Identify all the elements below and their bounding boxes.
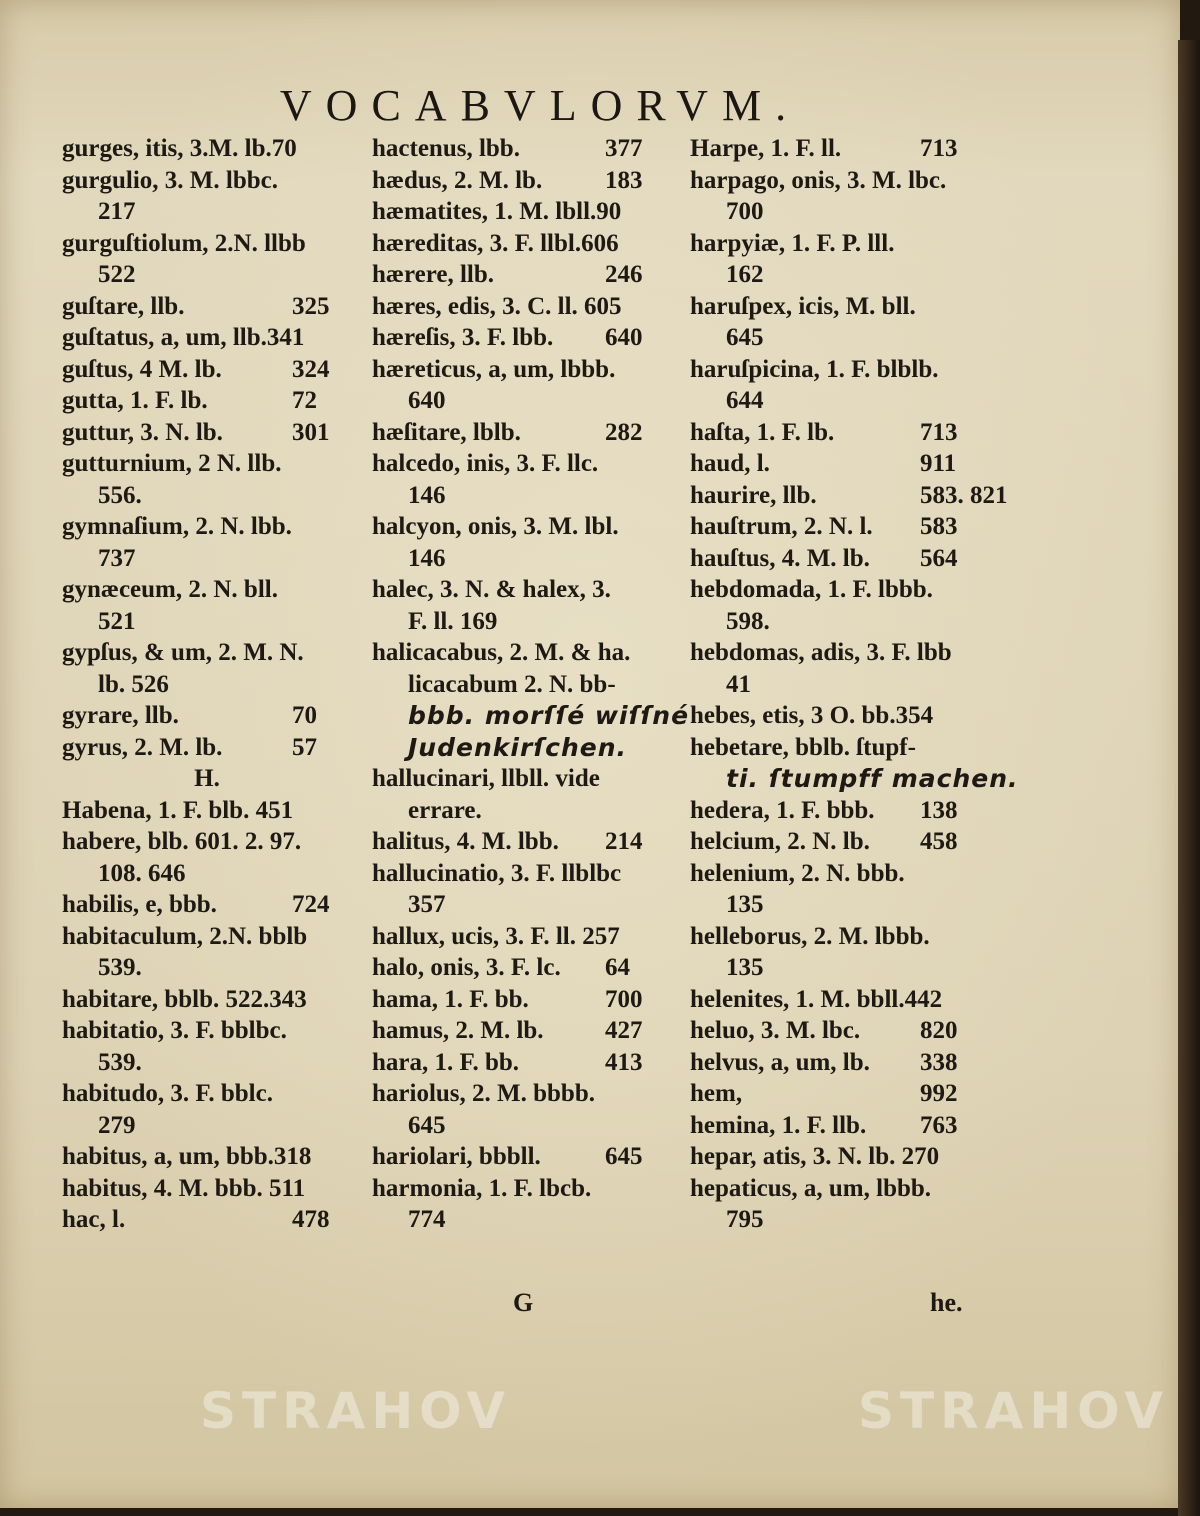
vocabulary-entry [690, 984, 980, 1016]
vocabulary-entry [690, 732, 980, 764]
entry-page-number: 64 [605, 954, 630, 981]
entry-text: gurgulio, 3. M. lbbc. [62, 166, 278, 194]
entry-text: hauſtus, 4. M. lb. [690, 544, 870, 572]
vocabulary-entry [690, 480, 1008, 512]
vocabulary-entry [690, 826, 980, 858]
entry-page-number: 645 [605, 1143, 643, 1170]
entry-text: hactenus, lbb. [372, 135, 520, 162]
entry-page-number: 138 [920, 796, 958, 824]
entry-text: errare. [408, 796, 482, 824]
vocabulary-entry [690, 322, 980, 354]
vocabulary-entry [690, 165, 980, 197]
vocabulary-entry [690, 448, 980, 480]
page-edge-shadow [1178, 40, 1200, 1516]
vocabulary-entry [62, 637, 352, 669]
entry-text: hæreditas, 3. F. llbl.606 [372, 229, 619, 257]
entry-text: hepaticus, a, um, lbbb. [690, 1174, 932, 1202]
vocabulary-entry [372, 543, 672, 575]
entry-text: 521 [98, 607, 136, 635]
entry-text: 644 [726, 387, 764, 414]
vocabulary-entry [372, 133, 672, 165]
vocabulary-entry [372, 637, 672, 669]
entry-text: bbb. morſſé wiſſné [408, 701, 690, 730]
entry-text: hauſtrum, 2. N. l. [690, 513, 873, 540]
vocabulary-entry [372, 165, 672, 197]
vocabulary-entry [372, 1047, 672, 1079]
entry-text: hædus, 2. M. lb. [372, 166, 543, 194]
entry-page-number: 724 [292, 891, 330, 918]
entry-text: hama, 1. F. bb. [372, 985, 529, 1013]
entry-text: 556. [98, 481, 142, 509]
vocabulary-entry [62, 165, 352, 197]
vocabulary-entry [690, 1047, 980, 1079]
entry-page-number: 564 [920, 544, 958, 572]
entry-text: habitaculum, 2.N. bblb [62, 922, 308, 950]
entry-page-number: 377 [605, 135, 643, 162]
entry-text: guſtare, llb. [62, 292, 185, 320]
vocabulary-entry [62, 1204, 352, 1236]
entry-page-number: 427 [605, 1017, 643, 1044]
vocabulary-entry [372, 732, 672, 764]
entry-text: habitudo, 3. F. bblc. [62, 1080, 273, 1107]
vocabulary-entry [372, 480, 672, 512]
vocabulary-entry [690, 133, 980, 165]
entry-page-number: 763 [920, 1111, 958, 1139]
vocabulary-entry [62, 228, 352, 260]
entry-text: gutturnium, 2 N. llb. [62, 450, 282, 477]
entry-text: habilis, e, bbb. [62, 891, 217, 918]
entry-text: halcedo, inis, 3. F. llc. [372, 450, 599, 477]
vocabulary-entry [372, 1015, 672, 1047]
vocabulary-entry [372, 669, 672, 701]
vocabulary-entry [372, 322, 672, 354]
entry-text: haruſpex, icis, M. bll. [690, 292, 916, 320]
entry-text: hæres, edis, 3. C. ll. 605 [372, 292, 622, 320]
vocabulary-entry [62, 606, 352, 638]
entry-text: heluo, 3. M. lbc. [690, 1017, 861, 1044]
entry-text: 41 [726, 670, 751, 698]
entry-text: 774 [408, 1206, 446, 1233]
entry-page-number: 325 [292, 292, 330, 320]
vocabulary-entry [372, 354, 672, 386]
vocabulary-entry [372, 291, 672, 323]
entry-text: hepar, atis, 3. N. lb. 270 [690, 1143, 940, 1170]
entry-page-number: 301 [292, 418, 330, 446]
entry-text: habitus, a, um, bbb.318 [62, 1143, 312, 1170]
vocabulary-entry [372, 763, 672, 795]
vocabulary-entry [690, 763, 1019, 795]
catchword: he. [930, 1288, 963, 1317]
vocabulary-entry [62, 1015, 352, 1047]
vocabulary-entry [372, 385, 672, 417]
vocabulary-entry [372, 984, 672, 1016]
vocabulary-entry [372, 1110, 672, 1142]
vocabulary-entry [690, 196, 980, 228]
entry-text: 217 [98, 198, 136, 225]
entry-page-number: 713 [920, 135, 958, 162]
vocabulary-entry [62, 511, 352, 543]
entry-text: haud, l. [690, 450, 770, 477]
vocabulary-entry [690, 606, 980, 638]
entry-text: gypſus, & um, 2. M. N. [62, 639, 304, 666]
entry-text: hebetare, bblb. ſtupf- [690, 733, 916, 761]
entry-text: halec, 3. N. & halex, 3. [372, 576, 611, 603]
entry-text: 135 [726, 891, 764, 918]
vocabulary-entry [62, 826, 352, 858]
vocabulary-entry [62, 921, 352, 953]
entry-text: helenium, 2. N. bbb. [690, 859, 905, 887]
vocabulary-entry [62, 448, 352, 480]
entry-page-number: 458 [920, 828, 958, 855]
entry-text: haruſpicina, 1. F. blblb. [690, 355, 939, 383]
entry-text: helcium, 2. N. lb. [690, 828, 870, 855]
vocabulary-entry [372, 417, 672, 449]
vocabulary-entry [62, 385, 352, 417]
entry-text: guttur, 3. N. lb. [62, 418, 223, 446]
vocabulary-entry [62, 417, 352, 449]
entry-text: gyrus, 2. M. lb. [62, 733, 223, 761]
vocabulary-entry [62, 133, 352, 165]
vocabulary-entry [62, 574, 352, 606]
vocabulary-entry [372, 826, 672, 858]
vocabulary-entry [690, 354, 980, 386]
vocabulary-entry [372, 259, 672, 291]
vocabulary-entry [62, 291, 352, 323]
vocabulary-entry [372, 700, 690, 732]
vocabulary-entry [62, 1173, 352, 1205]
entry-page-number: 478 [292, 1206, 330, 1233]
entry-page-number: 338 [920, 1048, 958, 1076]
entry-text: helenites, 1. M. bbll.442 [690, 985, 943, 1013]
watermark-left: STRAHOV [200, 1382, 512, 1440]
vocabulary-entry [372, 228, 672, 260]
vocabulary-entry [62, 858, 352, 890]
entry-text: hamus, 2. M. lb. [372, 1017, 544, 1044]
entry-text: 162 [726, 261, 764, 288]
vocabulary-entry [372, 858, 672, 890]
vocabulary-entry [62, 763, 352, 795]
entry-text: gutta, 1. F. lb. [62, 387, 208, 414]
vocabulary-entry [690, 1078, 980, 1110]
entry-text: licacabum 2. N. bb- [408, 670, 616, 698]
entry-text: halitus, 4. M. lbb. [372, 828, 559, 855]
entry-text: helvus, a, um, lb. [690, 1048, 870, 1076]
entry-text: gurguſtiolum, 2.N. llbb [62, 229, 306, 257]
entry-page-number: 700 [605, 985, 643, 1013]
vocabulary-entry [690, 921, 980, 953]
signature-mark: G [513, 1288, 534, 1317]
entry-page-number: 246 [605, 261, 643, 288]
entry-text: halicacabus, 2. M. & ha. [372, 639, 631, 666]
vocabulary-entry [690, 952, 980, 984]
vocabulary-entry [62, 889, 352, 921]
entry-page-number: 183 [605, 166, 643, 194]
entry-text: habitatio, 3. F. bblbc. [62, 1017, 287, 1044]
entry-text: hæreticus, a, um, lbbb. [372, 355, 616, 383]
entry-text: hebdomas, adis, 3. F. lbb [690, 639, 952, 666]
entry-text: hæſitare, lblb. [372, 418, 521, 446]
entry-page-number: 214 [605, 828, 643, 855]
vocabulary-entry [372, 448, 672, 480]
vocabulary-entry [372, 574, 672, 606]
vocabulary-entry [690, 259, 980, 291]
entry-text: 135 [726, 954, 764, 981]
vocabulary-entry [62, 952, 352, 984]
entry-text: 539. [98, 954, 142, 981]
entry-text: Harpe, 1. F. ll. [690, 135, 842, 162]
entry-page-number: 282 [605, 418, 643, 446]
vocabulary-entry [372, 1173, 672, 1205]
vocabulary-entry [62, 669, 352, 701]
entry-page-number: 911 [920, 450, 957, 477]
entry-text: ti. ſtumpff machen. [726, 764, 1019, 793]
entry-text: hebdomada, 1. F. lbbb. [690, 576, 933, 603]
vocabulary-entry [372, 606, 672, 638]
entry-text: helleborus, 2. M. lbbb. [690, 922, 930, 950]
vocabulary-entry [62, 1141, 352, 1173]
entry-text: H. [194, 765, 220, 792]
vocabulary-entry [690, 1110, 980, 1142]
entry-text: harpyiæ, 1. F. P. lll. [690, 229, 895, 257]
vocabulary-entry [372, 921, 672, 953]
vocabulary-entry [62, 322, 352, 354]
entry-text: hallux, ucis, 3. F. ll. 257 [372, 922, 620, 950]
vocabulary-entry [372, 889, 672, 921]
entry-text: Habena, 1. F. blb. 451 [62, 796, 294, 824]
entry-text: habitus, 4. M. bbb. 511 [62, 1174, 306, 1202]
entry-page-number: 57 [292, 733, 317, 761]
vocabulary-entry [690, 858, 980, 890]
vocabulary-entry [62, 1047, 352, 1079]
vocabulary-entry [690, 795, 980, 827]
page-title: VOCABVLORVM. [279, 81, 801, 130]
column-1 [62, 133, 352, 1236]
vocabulary-entry [690, 669, 980, 701]
entry-text: hæreſis, 3. F. lbb. [372, 324, 554, 351]
entry-page-number: 713 [920, 418, 958, 446]
entry-page-number: 820 [920, 1017, 958, 1044]
entry-page-number: 992 [920, 1080, 958, 1107]
vocabulary-entry [372, 511, 672, 543]
entry-text: 279 [98, 1111, 136, 1139]
entry-text: gynæceum, 2. N. bll. [62, 576, 278, 603]
entry-text: hem, [690, 1080, 743, 1107]
vocabulary-entry [690, 700, 980, 732]
entry-text: 539. [98, 1048, 142, 1076]
entry-text: hariolus, 2. M. bbbb. [372, 1080, 595, 1107]
vocabulary-entry [62, 259, 352, 291]
entry-text: guſtatus, a, um, llb.341 [62, 324, 305, 351]
vocabulary-entry [690, 574, 980, 606]
vocabulary-entry [62, 1078, 352, 1110]
entry-page-number: 324 [292, 355, 330, 383]
vocabulary-entry [690, 543, 980, 575]
vocabulary-entry [62, 984, 352, 1016]
vocabulary-entry [62, 543, 352, 575]
entry-text: 645 [726, 324, 764, 351]
entry-text: 357 [408, 891, 446, 918]
entry-page-number: 413 [605, 1048, 643, 1076]
vocabulary-entry [690, 637, 980, 669]
vocabulary-entry [62, 795, 352, 827]
vocabulary-entry [690, 1141, 980, 1173]
entry-text: 795 [726, 1206, 764, 1233]
entry-text: haurire, llb. [690, 481, 817, 509]
vocabulary-entry [690, 291, 980, 323]
entry-text: hac, l. [62, 1206, 126, 1233]
entry-text: 700 [726, 198, 764, 225]
entry-text: 598. [726, 607, 770, 635]
column-3 [690, 133, 1019, 1236]
entry-text: harpago, onis, 3. M. lbc. [690, 166, 947, 194]
entry-text: habere, blb. 601. 2. 97. [62, 828, 302, 855]
vocabulary-entry [372, 1141, 672, 1173]
entry-text: lb. 526 [98, 670, 169, 698]
entry-text: 522 [98, 261, 136, 288]
vocabulary-entry [372, 196, 672, 228]
entry-text: Judenkirſchen. [408, 732, 628, 762]
vocabulary-entry [690, 1173, 980, 1205]
entry-text: harmonia, 1. F. lbcb. [372, 1174, 592, 1202]
entry-text: gurges, itis, 3.M. lb.70 [62, 135, 297, 162]
vocabulary-entry [372, 952, 672, 984]
entry-text: F. ll. 169 [408, 607, 498, 635]
entry-text: 645 [408, 1111, 446, 1139]
entry-text: gymnaſium, 2. N. lbb. [62, 513, 292, 540]
entry-text: hara, 1. F. bb. [372, 1048, 520, 1076]
vocabulary-entry [372, 795, 672, 827]
entry-text: hedera, 1. F. bbb. [690, 796, 875, 824]
entry-text: 640 [408, 387, 446, 414]
vocabulary-entry [62, 354, 352, 386]
entry-text: 737 [98, 544, 136, 572]
entry-text: 146 [408, 481, 446, 509]
entry-text: gyrare, llb. [62, 702, 179, 729]
entry-page-number: 583. 821 [920, 481, 1008, 509]
vocabulary-entry [372, 1078, 672, 1110]
entry-text: 108. 646 [98, 859, 186, 887]
entry-page-number: 72 [292, 387, 317, 414]
entry-text: haſta, 1. F. lb. [690, 418, 835, 446]
column-2 [372, 133, 690, 1236]
entry-text: hebes, etis, 3 O. bb.354 [690, 702, 934, 729]
vocabulary-entry [690, 1204, 980, 1236]
entry-text: halo, onis, 3. F. lc. [372, 954, 561, 981]
entry-text: guſtus, 4 M. lb. [62, 355, 222, 383]
vocabulary-entry [690, 889, 980, 921]
vocabulary-entry [62, 1110, 352, 1142]
vocabulary-entry [372, 1204, 672, 1236]
vocabulary-entry [62, 196, 352, 228]
entry-text: habitare, bblb. 522.343 [62, 985, 307, 1013]
vocabulary-entry [62, 732, 352, 764]
vocabulary-entry [690, 1015, 980, 1047]
entry-text: hariolari, bbbll. [372, 1143, 541, 1170]
entry-page-number: 640 [605, 324, 643, 351]
entry-text: hæmatites, 1. M. lbll.90 [372, 198, 622, 225]
vocabulary-entry [62, 700, 352, 732]
entry-text: hemina, 1. F. llb. [690, 1111, 867, 1139]
watermark-right: STRAHOV [858, 1382, 1170, 1440]
entry-text: halcyon, onis, 3. M. lbl. [372, 513, 619, 540]
vocabulary-entry [690, 511, 980, 543]
vocabulary-entry [62, 480, 352, 512]
entry-text: hallucinatio, 3. F. llblbc [372, 859, 622, 887]
entry-page-number: 583 [920, 513, 958, 540]
vocabulary-entry [690, 417, 980, 449]
vocabulary-entry [690, 385, 980, 417]
entry-text: hallucinari, llbll. vide [372, 765, 600, 792]
entry-page-number: 70 [292, 702, 317, 729]
entry-text: 146 [408, 544, 446, 572]
entry-text: hærere, llb. [372, 261, 494, 288]
vocabulary-entry [690, 228, 980, 260]
